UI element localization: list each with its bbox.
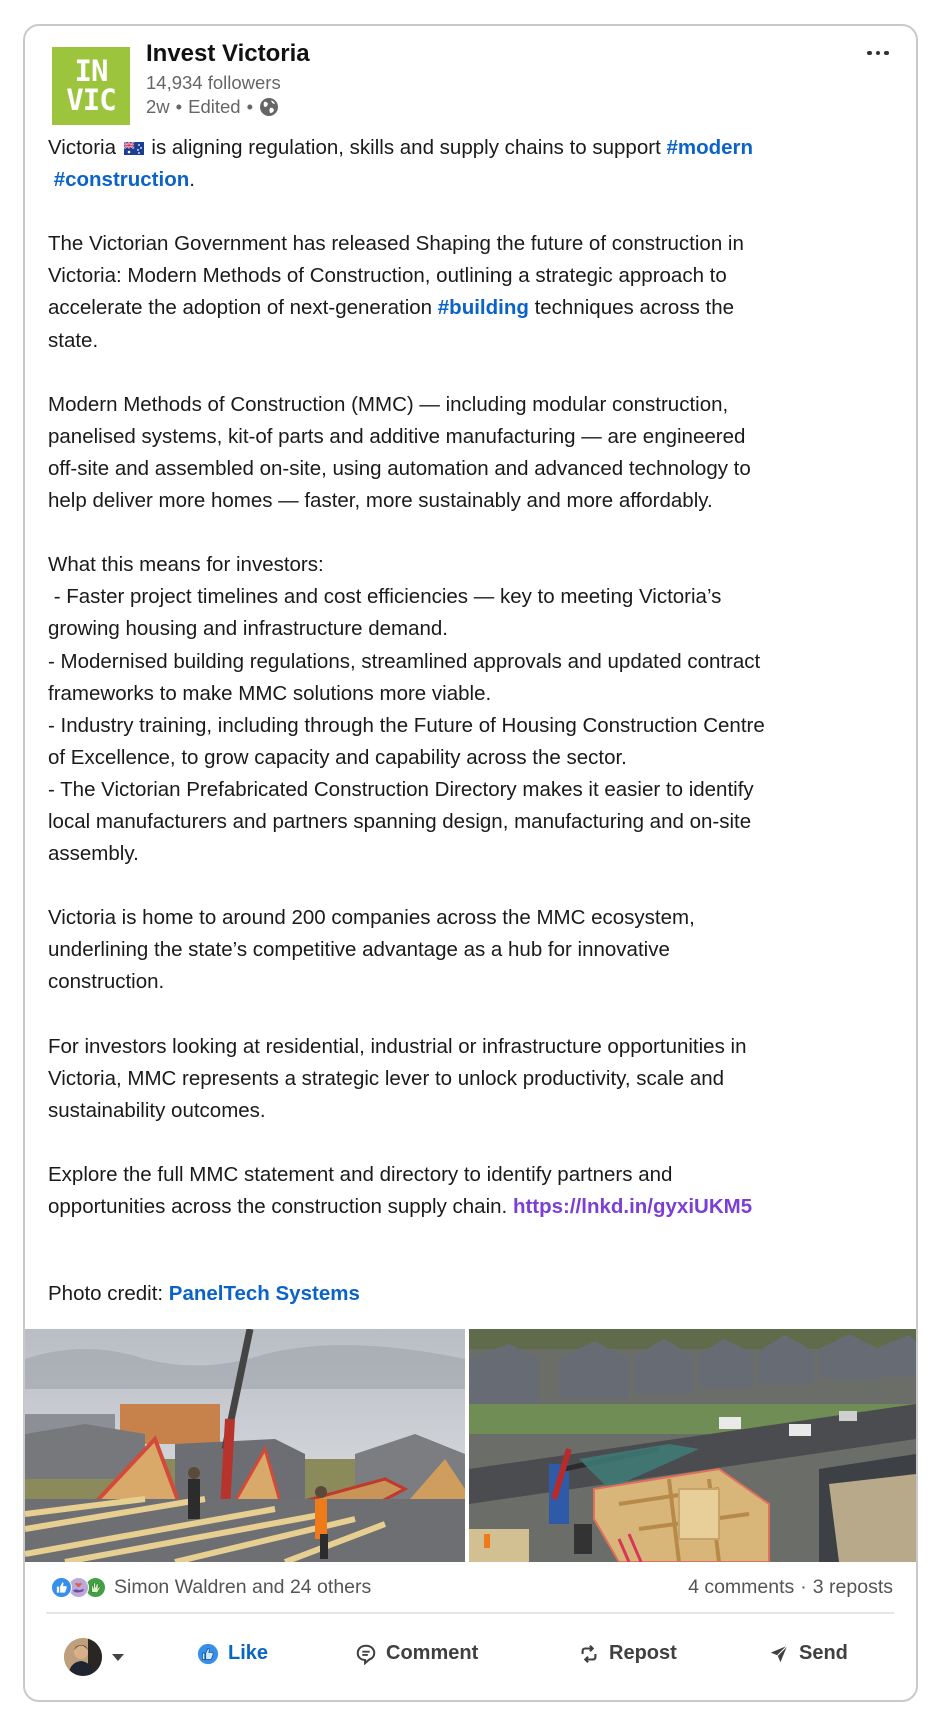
text-line: local manufacturers and partners spanning design, manufacturing and on-site <box>48 809 752 833</box>
text-span: is aligning regulation, skills and supply chains to support <box>145 136 667 159</box>
photo-gallery <box>25 1329 916 1562</box>
actions-divider <box>46 1612 894 1614</box>
comment-icon <box>355 1643 377 1665</box>
text-line: The Victorian Government has released Shaping the future of construction in <box>48 232 744 256</box>
paragraph-mmc <box>48 389 908 517</box>
photo-credit-label: Photo credit: <box>48 1282 169 1305</box>
comments-count-link[interactable]: 4 comments <box>688 1576 795 1598</box>
text-line: state. <box>48 328 99 352</box>
post-age: 2w <box>146 96 170 117</box>
like-label: Like <box>228 1642 269 1664</box>
photo-roof-panel-install-image <box>25 1329 465 1562</box>
photo-roof-panel-install[interactable] <box>25 1329 465 1562</box>
ellipsis-icon <box>867 51 872 56</box>
hashtag-building[interactable]: #building <box>437 296 529 320</box>
reaction-identity-selector[interactable] <box>64 1638 124 1676</box>
text-line: For investors looking at residential, industrial or infrastructure opportunities in <box>48 1034 747 1058</box>
text-line: underlining the state’s competitive advantage as a hub for innovative <box>48 938 670 962</box>
reposts-count-link[interactable]: 3 reposts <box>812 1576 893 1598</box>
text-span: accelerate the adoption of next-generation <box>48 296 438 320</box>
hashtag-modern[interactable]: #modern <box>666 136 754 159</box>
photo-credit <box>48 1278 360 1310</box>
text-line: off-site and assembled on-site, using automation and advanced technology to <box>48 456 751 480</box>
photo-credit-company-link[interactable]: PanelTech Systems <box>168 1282 360 1305</box>
photo-aerial-modular-build[interactable] <box>469 1329 916 1562</box>
comment-label: Comment <box>386 1642 479 1664</box>
post-card <box>23 24 918 1702</box>
chevron-down-icon <box>112 1654 124 1661</box>
like-reaction-icon <box>51 1577 72 1598</box>
ellipsis-icon <box>876 51 881 56</box>
edited-label: Edited <box>188 96 241 117</box>
text-line: construction. <box>48 970 165 994</box>
text-line: sustainability outcomes. <box>48 1098 266 1122</box>
paragraph-investors <box>48 549 908 870</box>
more-options-button[interactable] <box>861 42 895 64</box>
globe-icon <box>259 97 279 117</box>
text-line: - Faster project timelines and cost efficiencies — key to meeting Victoria’s <box>48 585 722 609</box>
repost-button[interactable] <box>578 1642 677 1665</box>
counts-separator: · <box>800 1576 807 1598</box>
text-span: Victoria <box>48 136 122 159</box>
paragraph-ecosystem <box>48 902 908 998</box>
logo-text-line1: IN <box>74 54 108 88</box>
follower-count: 14,934 followers <box>146 72 281 93</box>
post-body <box>48 132 908 1255</box>
send-label: Send <box>799 1642 848 1664</box>
reactions-text: Simon Waldren and 24 others <box>114 1576 372 1598</box>
paragraph-intro <box>48 132 908 196</box>
reactions-summary[interactable] <box>51 1576 371 1599</box>
paragraph-opportunities <box>48 1031 908 1127</box>
action-bar <box>25 1632 916 1682</box>
text-span: . <box>189 168 195 192</box>
text-line: Victoria is home to around 200 companies across the MMC ecosystem, <box>48 906 695 930</box>
like-button[interactable] <box>197 1642 268 1665</box>
company-logo[interactable] <box>52 47 130 125</box>
text-line: What this means for investors: <box>48 553 324 577</box>
text-line: help deliver more homes — faster, more sustainably and more affordably. <box>48 489 713 513</box>
text-line: Victoria, MMC represents a strategic lever to unlock productivity, scale and <box>48 1066 725 1090</box>
text-line: - Modernised building regulations, streamlined approvals and updated contract <box>48 649 761 673</box>
text-span: opportunities across the construction supply chain. <box>48 1195 513 1219</box>
meta-separator: • <box>175 96 183 117</box>
text-line: Modern Methods of Construction (MMC) — including modular construction, <box>48 392 729 416</box>
paragraph-explore <box>48 1159 908 1223</box>
repost-label: Repost <box>609 1642 677 1664</box>
text-line: panelised systems, kit-of parts and additive manufacturing — are engineered <box>48 424 746 448</box>
like-icon <box>197 1643 219 1665</box>
text-span: techniques across the <box>528 296 735 320</box>
photo-aerial-modular-build-image <box>469 1329 916 1562</box>
meta-separator: • <box>246 96 254 117</box>
ellipsis-icon <box>884 51 889 56</box>
text-line: Explore the full MMC statement and directory to identify partners and <box>48 1163 673 1186</box>
text-line: Victoria: Modern Methods of Construction, outlining a strategic approach to <box>48 264 727 288</box>
repost-icon <box>578 1643 600 1665</box>
statement-link[interactable]: https://lnkd.in/gyxiUKM5 <box>512 1195 753 1219</box>
text-line: frameworks to make MMC solutions more viable. <box>48 681 492 705</box>
comment-button[interactable] <box>355 1642 478 1665</box>
text-line: of Excellence, to grow capacity and capability across the sector. <box>48 745 627 769</box>
text-line: - The Victorian Prefabricated Construction Directory makes it easier to identify <box>48 777 754 801</box>
text-line: - Industry training, including through the Future of Housing Construction Centre <box>48 713 765 737</box>
hashtag-construction[interactable]: #construction <box>53 168 190 192</box>
paragraph-release <box>48 228 908 356</box>
engagement-counts <box>688 1576 893 1599</box>
author-name[interactable]: Invest Victoria <box>146 40 310 67</box>
logo-text-line2: VIC <box>66 83 116 117</box>
post-meta <box>146 96 279 118</box>
send-icon <box>768 1643 790 1665</box>
send-button[interactable] <box>768 1642 848 1665</box>
user-avatar <box>64 1638 102 1676</box>
text-line: assembly. <box>48 842 139 866</box>
text-line: growing housing and infrastructure demand. <box>48 617 448 641</box>
australia-flag-icon <box>124 142 144 155</box>
